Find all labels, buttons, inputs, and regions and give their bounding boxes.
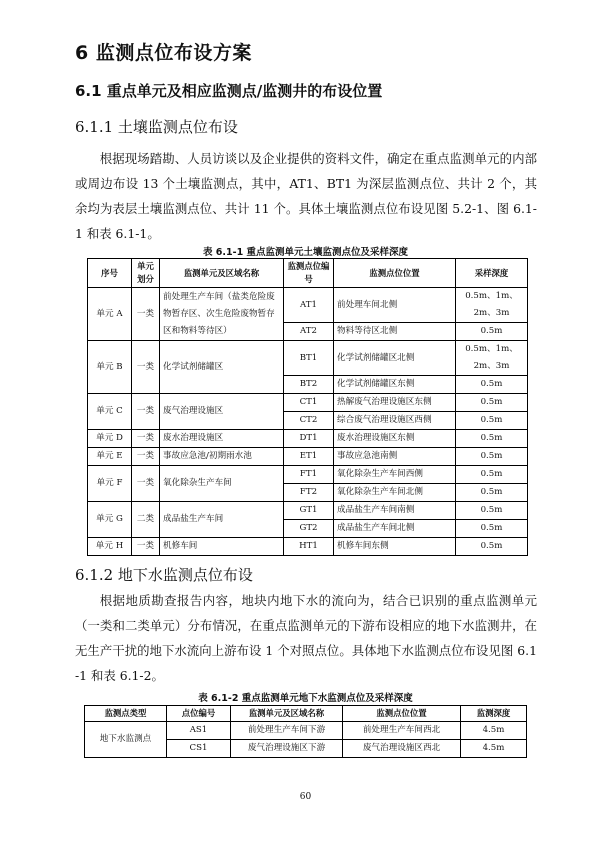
cell-point-location: 物料等待区北侧 bbox=[334, 323, 456, 341]
header-area: 监测单元及区域名称 bbox=[231, 706, 343, 722]
cell-depth: 0.5m bbox=[456, 376, 528, 394]
cell-point-id: CT1 bbox=[284, 394, 334, 412]
header-point-id: 点位编号 bbox=[167, 706, 231, 722]
cell-point-id: HT1 bbox=[284, 538, 334, 556]
cell-class: 一类 bbox=[132, 448, 160, 466]
cell-type: 地下水监测点 bbox=[85, 722, 167, 758]
header-point-location: 监测点位位置 bbox=[334, 259, 456, 288]
cell-unit: 单元 G bbox=[88, 502, 132, 538]
cell-point-location: 废气治理设施区西北 bbox=[343, 740, 461, 758]
cell-class: 一类 bbox=[132, 341, 160, 394]
table-row bbox=[88, 341, 528, 376]
header-depth: 监测深度 bbox=[461, 706, 527, 722]
groundwater-paragraph: 根据地质勘查报告内容，地块内地下水的流向为，结合已识别的重点监测单元（一类和二类单元）分布情况，在重点监测单元的下游布设相应的地下水监测井，在无生产干扰的地下水流向上游布设 1 个对照点位。具体地下水监测点位布设见图 6.1-1 和表 6.1-2。 bbox=[75, 593, 537, 683]
cell-point-location: 化学试剂储罐区北侧 bbox=[334, 341, 456, 376]
cell-point-location: 化学试剂储罐区东侧 bbox=[334, 376, 456, 394]
cell-class: 一类 bbox=[132, 430, 160, 448]
cell-point-location: 前处理车间北侧 bbox=[334, 288, 456, 323]
table-row bbox=[88, 502, 528, 520]
header-point-id: 监测点位编号 bbox=[284, 259, 334, 288]
cell-point-id: GT1 bbox=[284, 502, 334, 520]
cell-depth: 0.5m bbox=[456, 484, 528, 502]
soil-paragraph: 根据现场踏勘、人员访谈以及企业提供的资料文件，确定在重点监测单元的内部或周边布设 13 个土壤监测点，其中，AT1、BT1 为深层监测点位、共计 2 个，其余均为表层土壤监测点位、共计 11 个。具体土壤监测点位布设见图 5.2-1、图 6.1-1 和表 6.1-1。 bbox=[75, 151, 537, 241]
table-row bbox=[88, 288, 528, 323]
cell-area: 废水治理设施区 bbox=[160, 430, 284, 448]
cell-depth: 0.5m bbox=[456, 448, 528, 466]
chapter-heading: 6 监测点位布设方案 bbox=[75, 42, 252, 64]
table-row bbox=[88, 538, 528, 556]
cell-unit: 单元 H bbox=[88, 538, 132, 556]
cell-area: 前处理生产车间下游 bbox=[231, 722, 343, 740]
header-index: 序号 bbox=[88, 259, 132, 288]
cell-point-id: GT2 bbox=[284, 520, 334, 538]
cell-point-id: CT2 bbox=[284, 412, 334, 430]
cell-point-location: 综合废气治理设施区西侧 bbox=[334, 412, 456, 430]
cell-point-location: 事故应急池南侧 bbox=[334, 448, 456, 466]
cell-point-id: BT2 bbox=[284, 376, 334, 394]
header-type: 监测点类型 bbox=[85, 706, 167, 722]
cell-depth: 0.5m bbox=[456, 394, 528, 412]
cell-area: 事故应急池/初期雨水池 bbox=[160, 448, 284, 466]
cell-point-id: AT2 bbox=[284, 323, 334, 341]
cell-area: 废气治理设施区 bbox=[160, 394, 284, 430]
cell-area: 废气治理设施区下游 bbox=[231, 740, 343, 758]
cell-class: 一类 bbox=[132, 466, 160, 502]
header-point-location: 监测点位位置 bbox=[343, 706, 461, 722]
cell-unit: 单元 C bbox=[88, 394, 132, 430]
cell-class: 一类 bbox=[132, 538, 160, 556]
cell-unit: 单元 E bbox=[88, 448, 132, 466]
cell-area: 氧化除杂生产车间 bbox=[160, 466, 284, 502]
groundwater-monitoring-table bbox=[84, 705, 527, 758]
cell-point-id: AT1 bbox=[284, 288, 334, 323]
cell-point-id: FT1 bbox=[284, 466, 334, 484]
cell-depth: 0.5m bbox=[456, 502, 528, 520]
cell-area: 机修车间 bbox=[160, 538, 284, 556]
header-depth: 采样深度 bbox=[456, 259, 528, 288]
table-6-1-2-caption: 表 6.1-2 重点监测单元地下水监测点位及采样深度 bbox=[198, 693, 413, 704]
cell-depth: 0.5m bbox=[456, 412, 528, 430]
cell-point-id: CS1 bbox=[167, 740, 231, 758]
cell-point-location: 氧化除杂生产车间西侧 bbox=[334, 466, 456, 484]
cell-point-id: ET1 bbox=[284, 448, 334, 466]
soil-monitoring-table bbox=[87, 258, 528, 556]
cell-depth: 0.5m、1m、2m、3m bbox=[456, 341, 528, 376]
cell-point-id: BT1 bbox=[284, 341, 334, 376]
table-header-row bbox=[88, 259, 528, 288]
table-row bbox=[88, 430, 528, 448]
cell-point-location: 氧化除杂生产车间北侧 bbox=[334, 484, 456, 502]
cell-point-location: 成品盐生产车间北侧 bbox=[334, 520, 456, 538]
cell-point-location: 前处理生产车间西北 bbox=[343, 722, 461, 740]
cell-area: 成品盐生产车间 bbox=[160, 502, 284, 538]
header-area: 监测单元及区域名称 bbox=[160, 259, 284, 288]
cell-depth: 0.5m bbox=[456, 430, 528, 448]
cell-point-location: 热解废气治理设施区东侧 bbox=[334, 394, 456, 412]
page-number: 60 bbox=[299, 792, 312, 802]
cell-depth: 4.5m bbox=[461, 722, 527, 740]
cell-depth: 0.5m bbox=[456, 538, 528, 556]
subsection-heading-groundwater: 6.1.2 地下水监测点位布设 bbox=[75, 566, 253, 584]
table-6-1-1-caption: 表 6.1-1 重点监测单元土壤监测点位及采样深度 bbox=[203, 247, 408, 258]
cell-point-id: AS1 bbox=[167, 722, 231, 740]
cell-unit: 单元 A bbox=[88, 288, 132, 341]
cell-area: 化学试剂储罐区 bbox=[160, 341, 284, 394]
table-row bbox=[88, 394, 528, 412]
table-row bbox=[85, 722, 527, 740]
cell-class: 二类 bbox=[132, 502, 160, 538]
cell-unit: 单元 B bbox=[88, 341, 132, 394]
subsection-heading-soil: 6.1.1 土壤监测点位布设 bbox=[75, 118, 238, 136]
cell-depth: 0.5m bbox=[456, 520, 528, 538]
header-unit-class: 单元划分 bbox=[132, 259, 160, 288]
section-heading: 6.1 重点单元及相应监测点/监测井的布设位置 bbox=[75, 82, 383, 100]
cell-depth: 0.5m、1m、2m、3m bbox=[456, 288, 528, 323]
table-header-row bbox=[85, 706, 527, 722]
cell-unit: 单元 F bbox=[88, 466, 132, 502]
cell-area: 前处理生产车间（盐类危险废物暂存区、次生危险废物暂存区和物料等待区） bbox=[160, 288, 284, 341]
cell-point-location: 成品盐生产车间南侧 bbox=[334, 502, 456, 520]
table-row bbox=[88, 466, 528, 484]
cell-depth: 0.5m bbox=[456, 466, 528, 484]
table-row bbox=[88, 448, 528, 466]
cell-point-id: DT1 bbox=[284, 430, 334, 448]
cell-point-location: 机修车间东侧 bbox=[334, 538, 456, 556]
cell-point-id: FT2 bbox=[284, 484, 334, 502]
cell-depth: 0.5m bbox=[456, 323, 528, 341]
cell-depth: 4.5m bbox=[461, 740, 527, 758]
cell-unit: 单元 D bbox=[88, 430, 132, 448]
cell-class: 一类 bbox=[132, 394, 160, 430]
cell-class: 一类 bbox=[132, 288, 160, 341]
cell-point-location: 废水治理设施区东侧 bbox=[334, 430, 456, 448]
